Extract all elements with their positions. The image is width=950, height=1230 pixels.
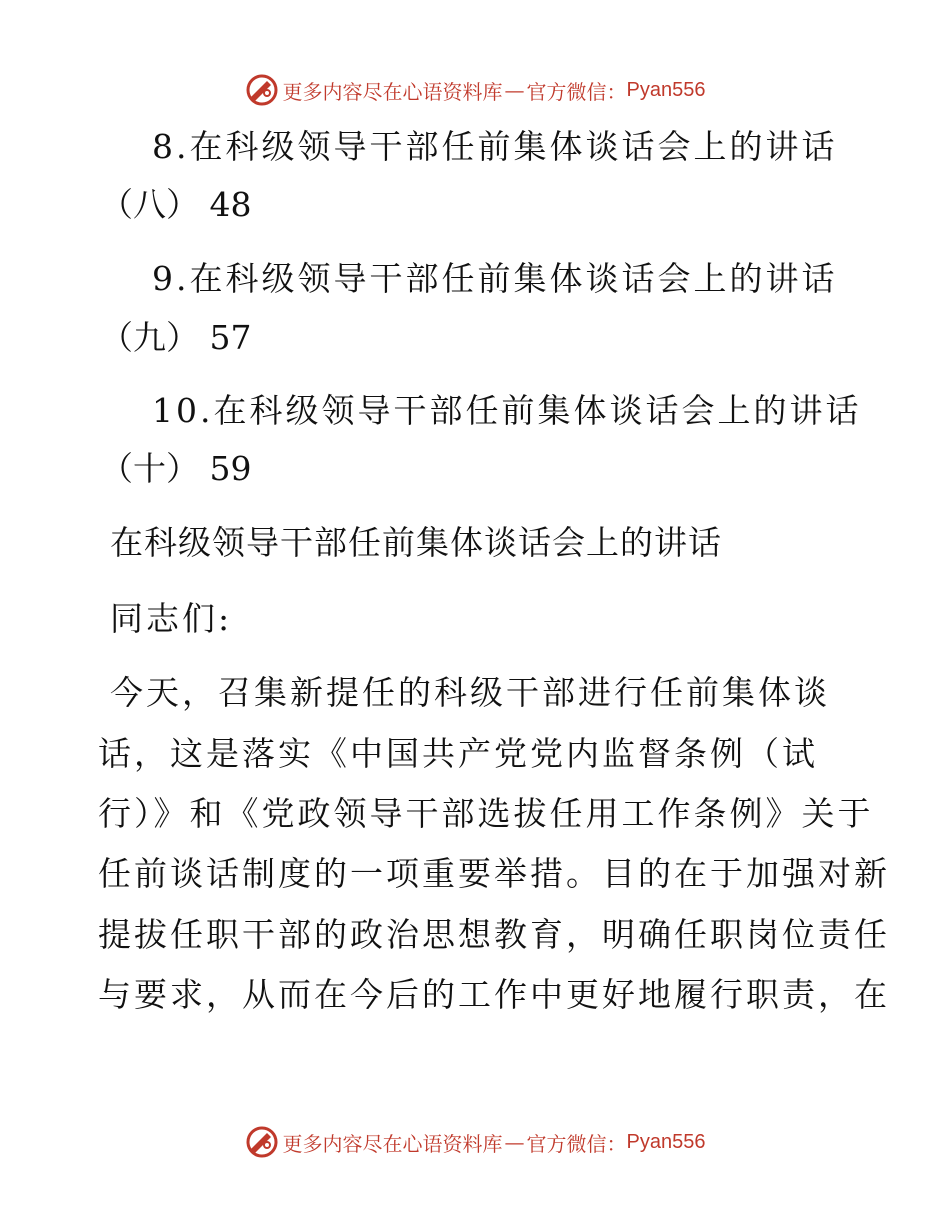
toc-item-10-title: 10.在科级领导干部任前集体谈话会上的讲话	[152, 391, 862, 430]
watermark-separator: —	[504, 1130, 525, 1154]
salutation: 同志们:	[110, 599, 233, 638]
watermark-wechat-id: Pyan556	[626, 1130, 706, 1153]
toc-item-9-title: 9.在科级领导干部任前集体谈话会上的讲话	[152, 259, 838, 298]
watermark-separator: —	[504, 78, 525, 102]
watermark-footer	[0, 1122, 950, 1162]
toc-item-8-title: 8.在科级领导干部任前集体谈话会上的讲话	[152, 127, 838, 166]
document-heading: 在科级领导干部任前集体谈话会上的讲话	[110, 523, 722, 562]
toc-item-9-suffix: （九） 57	[100, 318, 252, 357]
brand-logo-icon	[245, 1125, 279, 1159]
body-line: 任前谈话制度的一项重要举措。目的在于加强对新	[98, 854, 890, 893]
watermark-wechat-label: 官方微信：	[526, 79, 627, 104]
toc-item-10-suffix: （十） 59	[100, 449, 252, 488]
watermark-text: 更多内容尽在心语资料库	[282, 1131, 503, 1156]
brand-logo-icon	[245, 73, 279, 107]
watermark-wechat-label: 官方微信：	[526, 1131, 627, 1156]
watermark-header	[0, 70, 950, 110]
toc-item-8-suffix: （八） 48	[100, 185, 252, 224]
body-line: 今天，召集新提任的科级干部进行任前集体谈	[110, 673, 830, 712]
watermark-wechat-id: Pyan556	[626, 78, 706, 101]
body-line: 与要求，从而在今后的工作中更好地履行职责，在	[98, 975, 890, 1014]
body-line: 话，这是落实《中国共产党党内监督条例（试	[98, 734, 818, 773]
watermark-text: 更多内容尽在心语资料库	[282, 79, 503, 104]
body-line: 行）》和《党政领导干部选拔任用工作条例》关于	[98, 794, 874, 833]
body-line: 提拔任职干部的政治思想教育，明确任职岗位责任	[98, 915, 890, 954]
